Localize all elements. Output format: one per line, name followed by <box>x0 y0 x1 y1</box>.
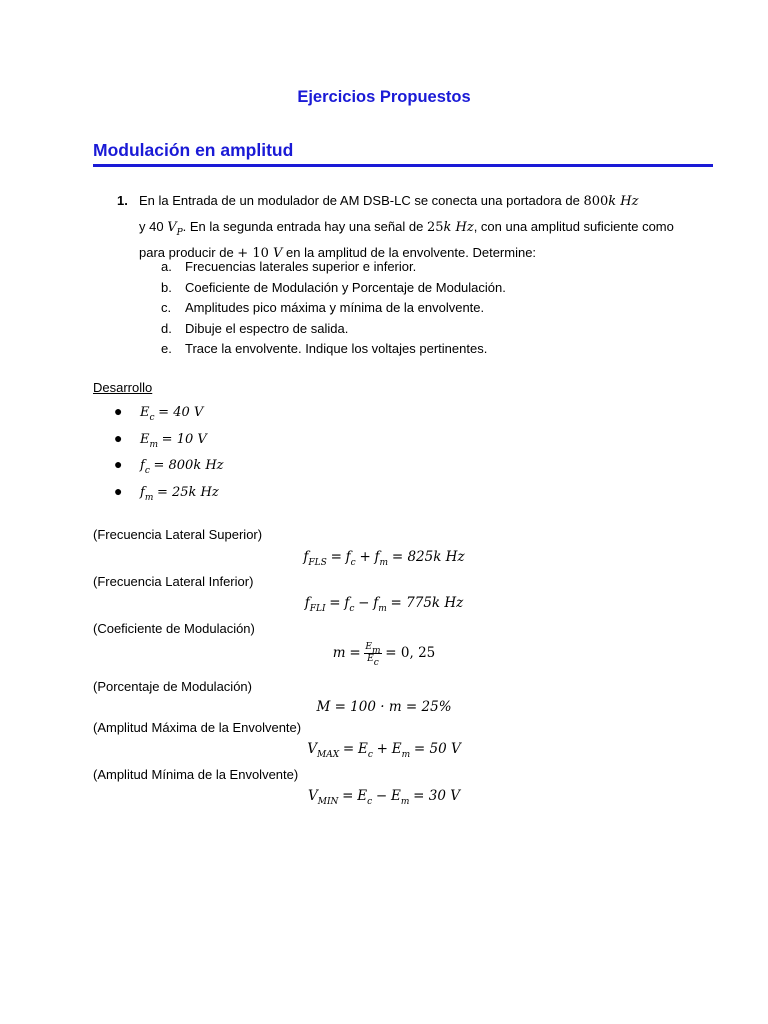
equation-M <box>0 699 768 715</box>
plus-minus-symbol: + <box>237 246 249 261</box>
sub-question-list <box>161 257 506 360</box>
given-subscript: c <box>149 413 155 423</box>
given-value <box>114 451 224 478</box>
eq-lhs-variable: m <box>332 645 346 662</box>
eq-lhs-subscript: FLS <box>308 558 327 568</box>
given-subscript: m <box>149 439 159 450</box>
equation-fls <box>0 549 768 568</box>
sub-question <box>161 319 506 340</box>
eq-term-1-subscript: c <box>349 604 355 614</box>
eq-term-2: E <box>391 741 402 757</box>
sub-question <box>161 298 506 319</box>
given-rhs: = 40 V <box>158 405 204 420</box>
eq-operator: + <box>376 741 388 757</box>
result-label-m: (Coeficiente de Modulación) <box>93 621 255 636</box>
given-rhs: = 800k Hz <box>153 458 224 473</box>
given-values-list <box>114 398 224 504</box>
eq-operator: + <box>359 549 371 565</box>
eq-equals: = <box>342 741 355 757</box>
document-title: Ejercicios Propuestos <box>297 88 471 106</box>
equation-fli <box>0 595 768 614</box>
bullet-icon: ● <box>114 456 123 472</box>
eq-term-2-subscript: m <box>400 797 410 807</box>
carrier-frequency-value: 800 <box>583 194 609 209</box>
statement-part-4: , con una amplitud suficiente como para producir de <box>139 219 674 260</box>
sub-question <box>161 257 506 278</box>
development-label: Desarrollo <box>93 380 153 395</box>
given-subscript: m <box>144 492 154 503</box>
result-label-vmin: (Amplitud Mínima de la Envolvente) <box>93 767 299 782</box>
given-variable: f <box>140 458 145 473</box>
section-heading: Modulación en amplitud <box>93 140 294 160</box>
given-variable: f <box>140 484 145 500</box>
sub-question-letter: c. <box>161 300 172 315</box>
given-value <box>114 425 224 452</box>
eq-result: = 775k Hz <box>390 595 464 611</box>
statement-part-2: y 40 <box>139 219 168 234</box>
eq-lhs-variable: f <box>303 549 309 565</box>
eq-term-2: E <box>391 788 401 804</box>
eq-term-1: f <box>344 595 350 611</box>
given-rhs: = 10 V <box>161 431 207 447</box>
fraction-numerator-subscript: m <box>371 646 381 656</box>
result-label-fls: (Frecuencia Lateral Superior) <box>93 527 263 542</box>
result-label-fli: (Frecuencia Lateral Inferior) <box>93 574 254 589</box>
sub-question-text: Trace la envolvente. Indique los voltajes pertinentes. <box>185 341 488 356</box>
eq-lhs-variable: V <box>307 741 318 757</box>
eq-lhs-subscript: MAX <box>317 750 340 760</box>
bullet-icon: ● <box>114 482 123 499</box>
equation-vmin <box>0 788 768 807</box>
eq-term-2: f <box>374 549 380 565</box>
eq-term-2-subscript: m <box>379 558 389 568</box>
given-variable: E <box>140 431 150 447</box>
sub-question-letter: e. <box>161 341 172 356</box>
sub-question <box>161 339 506 360</box>
modulating-frequency-unit: k Hz <box>443 220 474 235</box>
given-rhs: = 25k Hz <box>156 484 219 500</box>
modulating-frequency-value: 25 <box>426 220 444 235</box>
eq-result: = 30 V <box>413 788 460 804</box>
envelope-change-value: 10 <box>248 246 273 261</box>
eq-equals: = <box>349 645 361 662</box>
eq-equals: = <box>342 788 354 804</box>
eq-result: = 825k Hz <box>391 549 465 565</box>
eq-term-1: E <box>357 741 368 757</box>
envelope-change-unit: V <box>273 246 283 261</box>
sub-question <box>161 278 506 299</box>
given-variable: E <box>140 405 150 420</box>
statement-part-3: . En la segunda entrada hay una señal de <box>182 219 427 234</box>
bullet-icon: ● <box>114 403 123 419</box>
eq-term-1: E <box>357 788 368 804</box>
eq-fraction <box>364 642 381 668</box>
eq-term-2-subscript: m <box>401 750 411 760</box>
given-value <box>114 398 224 425</box>
eq-term-1: f <box>345 549 351 565</box>
eq-equals: = <box>330 549 342 565</box>
eq-result: = 0, 25 <box>385 645 436 662</box>
carrier-amplitude-subscript: P <box>176 228 183 238</box>
sub-question-letter: d. <box>161 320 172 336</box>
result-label-vmax: (Amplitud Máxima de la Envolvente) <box>93 720 302 735</box>
sub-question-letter: b. <box>161 279 172 295</box>
carrier-frequency-unit: k Hz <box>608 194 639 209</box>
sub-question-text: Coeficiente de Modulación y Porcentaje de Modulación. <box>185 279 506 295</box>
sub-question-text: Amplitudes pico máxima y mínima de la envolvente. <box>185 300 485 315</box>
statement-part-5: en la amplitud de la envolvente. Determine: <box>282 245 537 260</box>
given-value <box>114 478 224 505</box>
sub-question-letter: a. <box>161 259 172 274</box>
eq-term-2: f <box>373 595 379 611</box>
exercise-statement <box>139 188 679 266</box>
equation-m <box>0 642 768 668</box>
bullet-icon: ● <box>114 429 123 446</box>
eq-term-1-subscript: c <box>367 797 373 807</box>
eq-term-1-subscript: c <box>350 558 356 568</box>
fraction-numerator: E <box>365 642 372 652</box>
statement-part-1: En la Entrada de un modulador de AM DSB-LC se conecta una portadora de <box>139 193 584 208</box>
eq-operator: − <box>358 595 370 611</box>
equation-vmax <box>0 741 768 760</box>
result-label-M: (Porcentaje de Modulación) <box>93 679 252 694</box>
section-divider <box>93 164 713 167</box>
eq-expression: M = 100 · m = 25% <box>316 699 452 715</box>
eq-term-1-subscript: c <box>367 750 373 760</box>
exercise-number: 1. <box>117 193 128 208</box>
eq-lhs-variable: f <box>304 595 310 611</box>
eq-lhs-subscript: MIN <box>317 797 339 807</box>
fraction-denominator-subscript: c <box>373 658 379 668</box>
eq-equals: = <box>329 595 341 611</box>
carrier-amplitude-unit: V <box>167 220 177 235</box>
eq-operator: − <box>375 788 388 804</box>
eq-term-2-subscript: m <box>378 604 387 614</box>
eq-lhs-subscript: FLI <box>309 604 326 614</box>
eq-result: = 50 V <box>413 741 461 757</box>
sub-question-text: Frecuencias laterales superior e inferior. <box>185 259 417 274</box>
given-subscript: c <box>144 466 150 476</box>
eq-lhs-variable: V <box>308 788 318 804</box>
fraction-denominator: E <box>367 654 374 664</box>
sub-question-text: Dibuje el espectro de salida. <box>185 320 349 336</box>
